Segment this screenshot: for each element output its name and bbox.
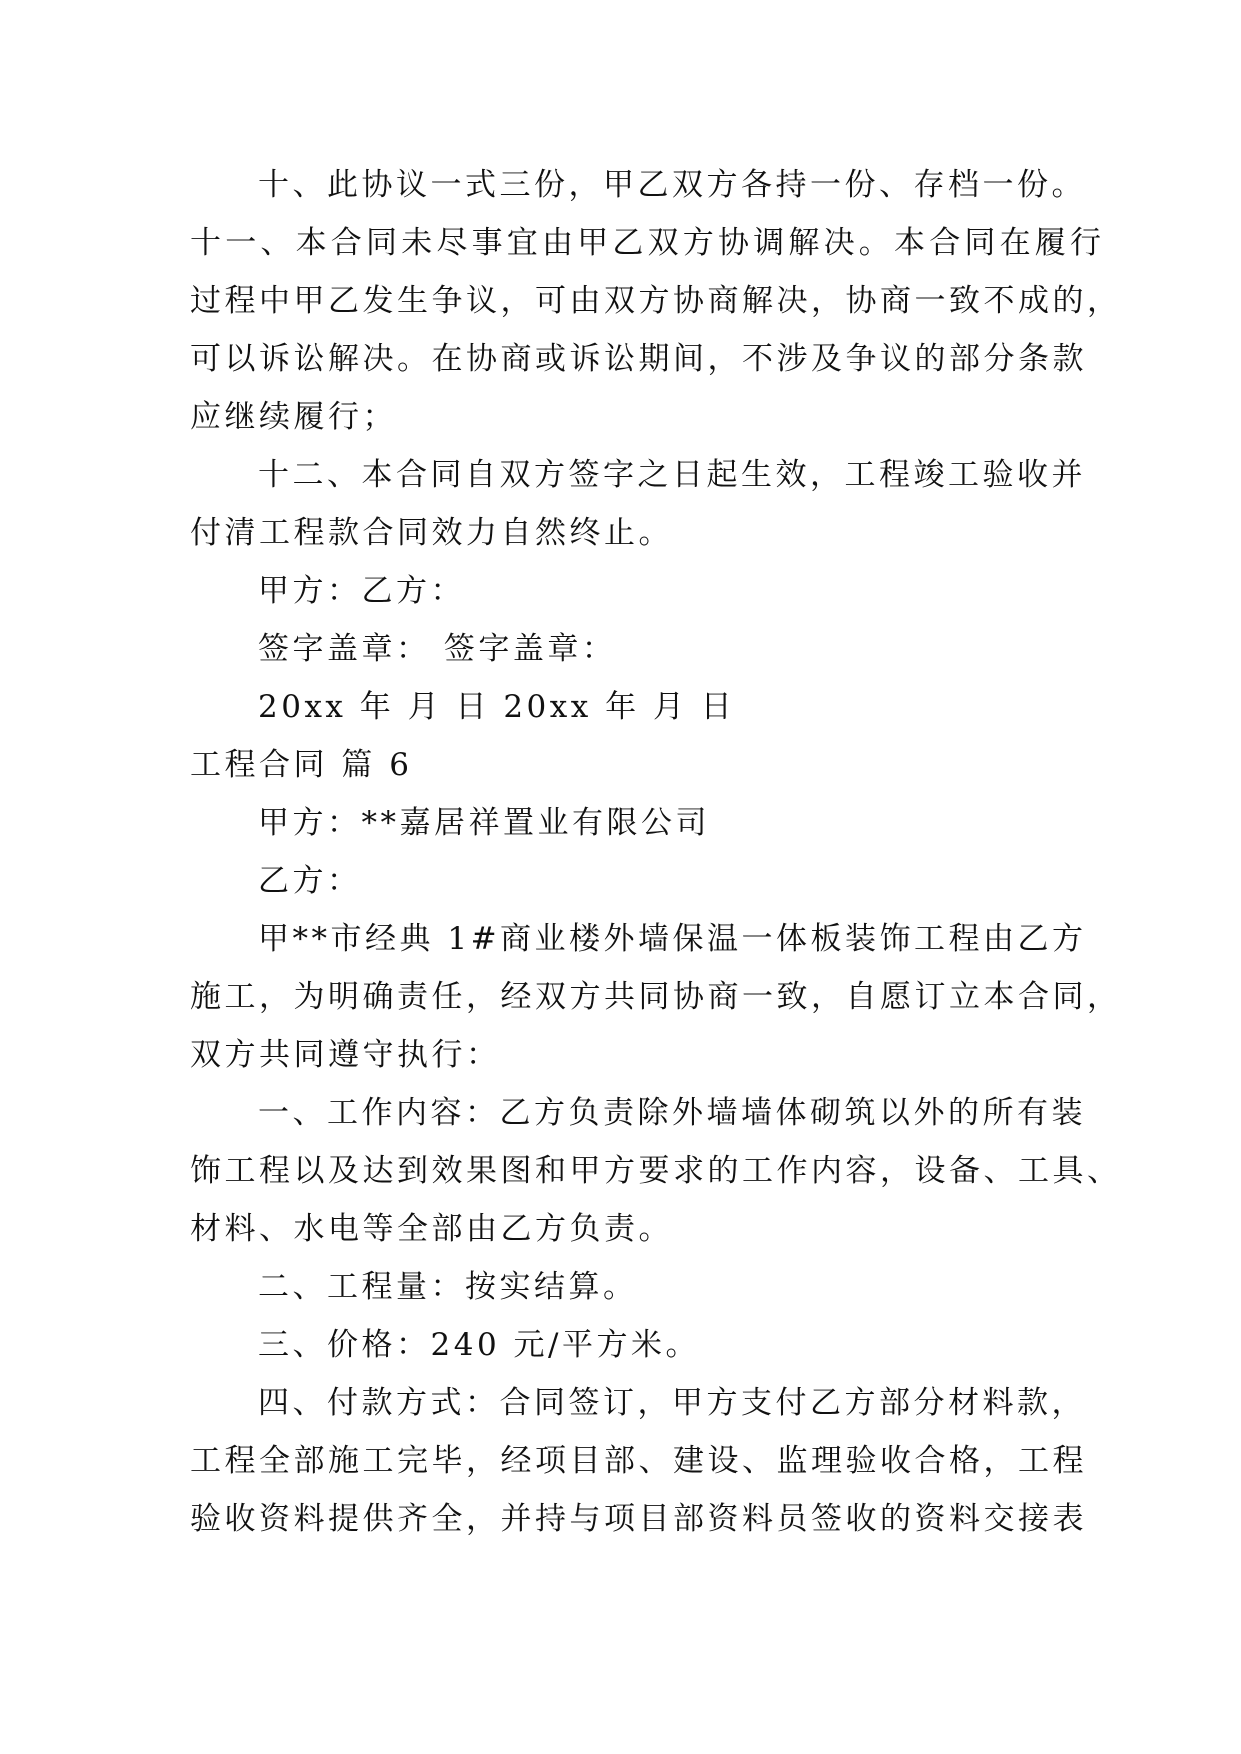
- clause-11-line-1: 十一、本合同未尽事宜由甲乙双方协调解决。本合同在履行: [190, 225, 1106, 261]
- clause-10-line-1: 十、此协议一式三份，甲乙双方各持一份、存档一份。: [258, 167, 1086, 203]
- clause-12-line-1: 十二、本合同自双方签字之日起生效，工程竣工验收并: [258, 457, 1086, 493]
- clause-11-line-3: 可以诉讼解决。在协商或诉讼期间，不涉及争议的部分条款: [190, 341, 1087, 377]
- date-line: 20xx 年 月 日 20xx 年 月 日: [258, 689, 736, 725]
- party-a: 甲方：**嘉居祥置业有限公司: [258, 805, 710, 841]
- clause-12-line-2: 付清工程款合同效力自然终止。: [190, 515, 673, 551]
- intro-line-2: 施工，为明确责任，经双方共同协商一致，自愿订立本合同，: [190, 979, 1122, 1015]
- clause-4-line-3: 验收资料提供齐全，并持与项目部资料员签收的资料交接表: [190, 1501, 1087, 1537]
- clause-2: 二、工程量：按实结算。: [258, 1269, 638, 1305]
- clause-3: 三、价格：240 元/平方米。: [258, 1327, 700, 1363]
- clause-1-line-2: 饰工程以及达到效果图和甲方要求的工作内容，设备、工具、: [190, 1153, 1122, 1189]
- signature-labels: 签字盖章： 签字盖章：: [258, 631, 617, 667]
- section-heading: 工程合同 篇 6: [190, 747, 413, 783]
- party-b: 乙方：: [258, 863, 362, 899]
- clause-4-line-2: 工程全部施工完毕，经项目部、建设、监理验收合格，工程: [190, 1443, 1087, 1479]
- intro-line-1: 甲**市经典 1#商业楼外墙保温一体板装饰工程由乙方: [258, 921, 1087, 957]
- clause-1-line-1: 一、工作内容：乙方负责除外墙墙体砌筑以外的所有装: [258, 1095, 1086, 1131]
- party-labels: 甲方：乙方：: [258, 573, 465, 609]
- clause-4-line-1: 四、付款方式：合同签订，甲方支付乙方部分材料款，: [258, 1385, 1086, 1421]
- clause-11-line-2: 过程中甲乙发生争议，可由双方协商解决，协商一致不成的，: [190, 283, 1122, 319]
- clause-1-line-3: 材料、水电等全部由乙方负责。: [190, 1211, 673, 1247]
- intro-line-3: 双方共同遵守执行：: [190, 1037, 501, 1073]
- clause-11-line-4: 应继续履行；: [190, 399, 397, 435]
